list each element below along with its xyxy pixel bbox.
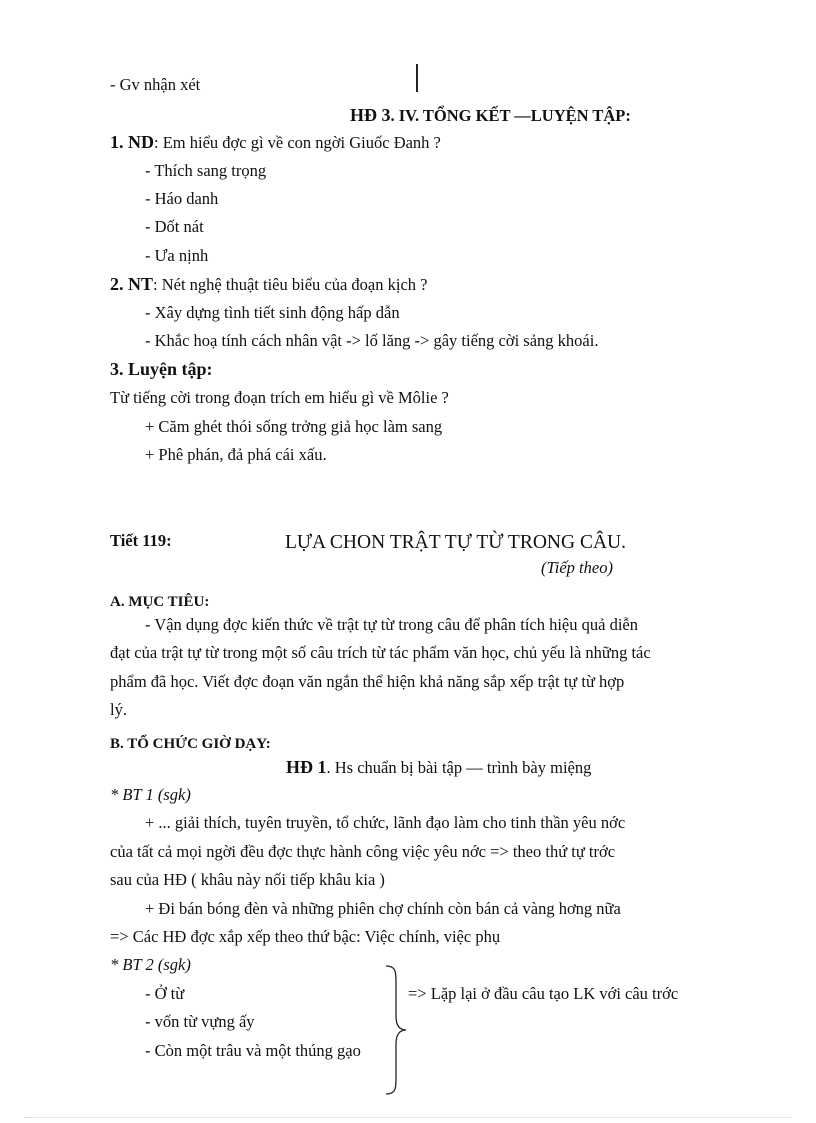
section-b-heading: B. TỔ CHỨC GIỜ DẠY: — [110, 736, 271, 752]
lesson-subtitle: (Tiếp theo) — [541, 558, 613, 577]
paragraph-line: phẩm đã học. Viết đợc đoạn văn ngắn thể hiện khả năng sắp xếp trật tự từ hợp — [110, 672, 625, 691]
nd-line — [110, 131, 441, 154]
hd3-title: . IV. TỔNG KẾT —LUYỆN TẬP: — [390, 106, 631, 125]
paragraph-line: => Các HĐ đợc xắp xếp theo thứ bậc: Việc chính, việc phụ — [110, 927, 501, 946]
hd3-heading — [350, 104, 631, 127]
list-item: - Ưa nịnh — [145, 246, 209, 265]
list-item: - Khắc hoạ tính cách nhân vật -> lố lăng -> gây tiếng cời sảng khoái. — [145, 331, 599, 350]
gv-remark: - Gv nhận xét — [110, 75, 201, 94]
lesson-number: Tiết 119: — [110, 531, 172, 550]
page-bottom-border — [24, 1117, 792, 1118]
vertical-rule — [416, 64, 418, 92]
paragraph-line: sau của HĐ ( khâu này nối tiếp khâu kia ) — [110, 870, 385, 889]
lesson-title: LỰA CHON TRẬT TỰ TỪ TRONG CÂU. — [285, 532, 626, 553]
list-item: + Phê phán, đả phá cái xấu. — [145, 445, 327, 464]
list-item: - Thích sang trọng — [145, 161, 267, 180]
paragraph-line: lý. — [110, 700, 127, 719]
hd1-label: HĐ 1 — [286, 757, 327, 777]
bt2-heading: * BT 2 (sgk) — [110, 955, 191, 974]
hd1-text: . Hs chuẩn bị bài tập — trình bày miệng — [326, 758, 592, 777]
paragraph-line: + Đi bán bóng đèn và những phiên chợ chính còn bán cả vàng hơng nữa — [145, 899, 621, 918]
hd3-label: HĐ 3 — [350, 105, 391, 125]
right-curly-brace — [384, 964, 408, 1096]
luyen-tap-heading: 3. Luyện tập: — [110, 359, 213, 379]
list-item: + Căm ghét thói sống trởng giả học làm sang — [145, 417, 443, 436]
hd1-line — [286, 756, 591, 779]
list-item: - Ở từ — [145, 984, 185, 1003]
list-item: - vốn từ vựng ấy — [145, 1012, 255, 1031]
nd-label: 1. ND — [110, 132, 154, 152]
nd-question: : Em hiểu đợc gì về con ngời Giuốc Đanh ? — [154, 133, 441, 152]
luyen-tap-question: Từ tiếng cời trong đoạn trích em hiểu gì về Môlie ? — [110, 388, 449, 407]
list-item: - Còn một trâu và một thúng gạo — [145, 1041, 361, 1060]
paragraph-line: + ... giải thích, tuyên truyền, tổ chức, lãnh đạo làm cho tinh thần yêu nớc — [145, 813, 626, 832]
list-item: - Xây dựng tình tiết sinh động hấp dẫn — [145, 303, 400, 322]
paragraph-line: của tất cả mọi ngời đều đợc thực hành công việc yêu nớc => theo thứ tự trớc — [110, 842, 616, 861]
list-item: - Dốt nát — [145, 217, 204, 236]
nt-question: : Nét nghệ thuật tiêu biểu của đoạn kịch ? — [153, 275, 428, 294]
paragraph-line: - Vận dụng đợc kiến thức về trật tự từ trong câu để phân tích hiệu quả diễn — [145, 615, 638, 634]
nt-label: 2. NT — [110, 274, 154, 294]
paragraph-line: đạt của trật tự từ trong một số câu trích từ tác phẩm văn học, chủ yếu là những tác — [110, 643, 651, 662]
bt2-note: => Lặp lại ở đầu câu tạo LK với câu trớc — [408, 984, 679, 1003]
list-item: - Háo danh — [145, 189, 219, 208]
section-a-heading: A. MỤC TIÊU: — [110, 594, 210, 610]
nt-line — [110, 273, 427, 296]
bt1-heading: * BT 1 (sgk) — [110, 785, 191, 804]
